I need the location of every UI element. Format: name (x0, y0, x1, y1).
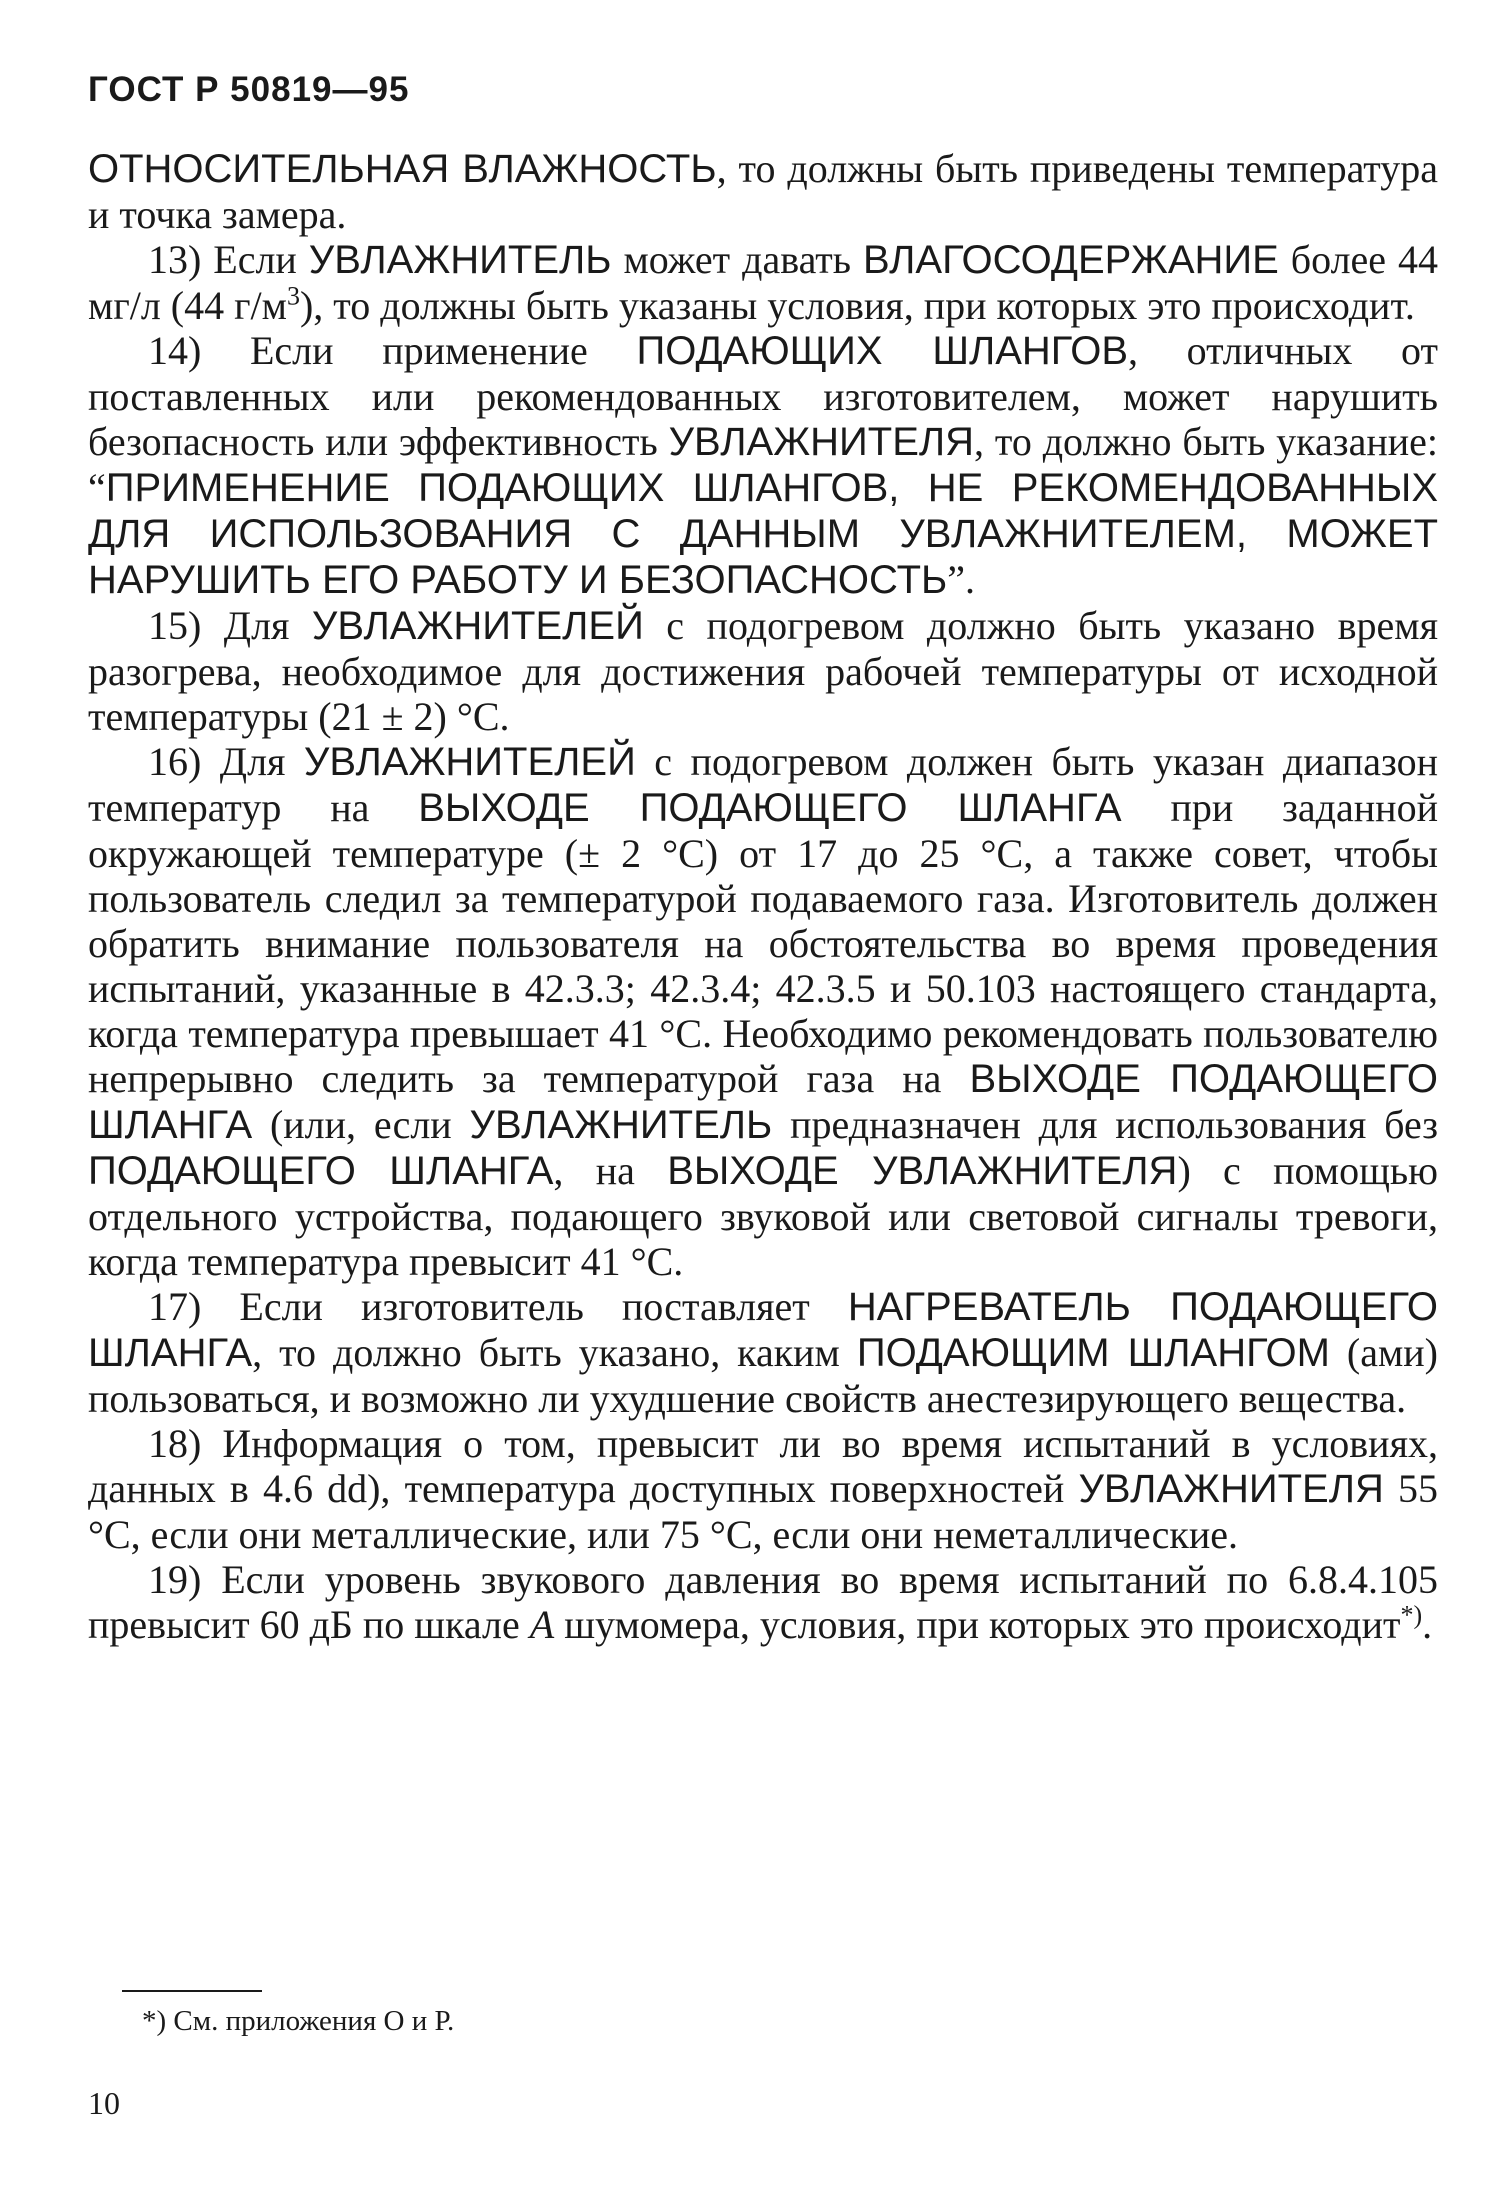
text-run: с подогревом должно быть указано время разогрева, необходимое для достижения рабочей температуры от исходной температуры (21 ± 2) °С. (88, 603, 1438, 739)
paragraph-continuation (88, 146, 1438, 237)
text-run: ВЫХОДЕ ПОДАЮЩЕГО ШЛАНГА (88, 1057, 1438, 1147)
paragraph-17 (88, 1284, 1438, 1421)
text-run: 16) Для (148, 739, 304, 784)
footnote: *) См. приложения О и Р. (142, 2005, 455, 2037)
text-run: ПОДАЮЩЕГО ШЛАНГА (88, 1149, 554, 1193)
paragraph-16 (88, 739, 1438, 1284)
text-run: ) с помощью отдельного устройства, подающего звуковой или световой сигналы тревоги, когда температура превысит 41 °С. (88, 1148, 1438, 1284)
footnote-divider (122, 1990, 262, 1992)
text-run: УВЛАЖНИТЕЛЯ (1078, 1467, 1384, 1511)
paragraph-18 (88, 1421, 1438, 1557)
text-run: *) (1400, 1600, 1423, 1630)
text-run: А (529, 1602, 555, 1647)
text-run: УВЛАЖНИТЕЛЯ (668, 420, 975, 464)
text-run: 17) Если изготовитель поставляет (148, 1284, 848, 1329)
text-run: может давать (611, 237, 863, 282)
text-run: ОТНОСИТЕЛЬНАЯ ВЛАЖНОСТЬ (88, 147, 717, 191)
text-run: ПРИМЕНЕНИЕ ПОДАЮЩИХ ШЛАНГОВ, НЕ РЕКОМЕНДОВАННЫХ ДЛЯ ИСПОЛЬЗОВАНИЯ С ДАННЫМ УВЛАЖНИТЕЛЕМ, МОЖЕТ НАРУШИТЬ ЕГО РАБОТУ И БЕЗОПАСНОСТЬ (88, 466, 1438, 602)
text-run: , отличных от поставленных или рекомендованных изготовителем, может нарушить безопасность или эффективность (88, 328, 1438, 464)
text-run: ВЫХОДЕ УВЛАЖНИТЕЛЯ (667, 1149, 1178, 1193)
text-run: УВЛАЖНИТЕЛЕЙ (303, 740, 636, 784)
text-run: ПОДАЮЩИМ ШЛАНГОМ (856, 1331, 1330, 1375)
paragraph-15 (88, 603, 1438, 739)
text-run: ВЫХОДЕ ПОДАЮЩЕГО ШЛАНГА (418, 786, 1122, 830)
text-run: УВЛАЖНИТЕЛЬ (469, 1103, 773, 1147)
text-run: 55 °С, если они металлические, или 75 °С, если они неметаллические. (88, 1466, 1438, 1557)
text-run: , то должно быть указано, каким (252, 1330, 857, 1375)
page-number: 10 (88, 2085, 120, 2121)
text-run: , то должно быть указание: “ (88, 419, 1438, 510)
body-text (88, 146, 1438, 1647)
text-run: ”. (947, 557, 976, 602)
paragraph-13 (88, 237, 1438, 328)
paragraph-14 (88, 328, 1438, 603)
text-run: 3 (286, 281, 300, 311)
paragraph-19 (88, 1557, 1438, 1647)
text-run: 13) Если (148, 237, 309, 282)
text-run: более 44 мг/л (44 г/м (88, 237, 1438, 328)
text-run: , на (553, 1148, 668, 1193)
text-run: 18) Информация о том, превысит ли во время испытаний в условиях, данных в 4.6 dd), температура доступных поверхностей (88, 1421, 1438, 1511)
text-run: 14) Если применение (148, 328, 637, 373)
text-run: УВЛАЖНИТЕЛЕЙ (311, 604, 644, 648)
document-header: ГОСТ Р 50819—95 (88, 70, 410, 109)
text-run: (ами) пользоваться, и возможно ли ухудшение свойств анестезирующего вещества. (88, 1330, 1438, 1421)
text-run: с подогревом должен быть указан диапазон температур на (88, 739, 1438, 830)
text-run: . (1422, 1602, 1433, 1647)
text-run: НАГРЕВАТЕЛЬ ПОДАЮЩЕГО ШЛАНГА (88, 1285, 1439, 1375)
text-run: 19) Если уровень звукового давления во время испытаний по 6.8.4.105 превысит 60 дБ по шкале (88, 1557, 1438, 1647)
text-run: (или, если (252, 1102, 470, 1147)
text-run: ПОДАЮЩИХ ШЛАНГОВ (636, 329, 1128, 373)
text-run: предназначен для использования без (772, 1102, 1439, 1147)
text-run: УВЛАЖНИТЕЛЬ (308, 238, 612, 282)
text-run: , то должны быть приведены температура и точка замера. (88, 146, 1438, 237)
document-page (88, 70, 1438, 1647)
text-run: ВЛАГОСОДЕРЖАНИЕ (862, 238, 1279, 282)
text-run: 15) Для (148, 603, 312, 648)
text-run: при заданной окружающей температуре (± 2 °С) от 17 до 25 °С, а также совет, чтобы пользователь следил за температурой подаваемого газа. Изготовитель должен обратить внимание пользователя на обстоятельства во время проведения испытаний, указанные в 42.3.3; 42.3.4; 42.3.5 и 50.103 настоящего стандарта, когда температура превышает 41 °С. Необходимо рекомендовать пользователю непрерывно следить за температурой газа на (88, 785, 1438, 1101)
text-run: ), то должны быть указаны условия, при которых это происходит. (299, 283, 1415, 328)
text-run: шумомера, условия, при которых это происходит (554, 1602, 1401, 1647)
